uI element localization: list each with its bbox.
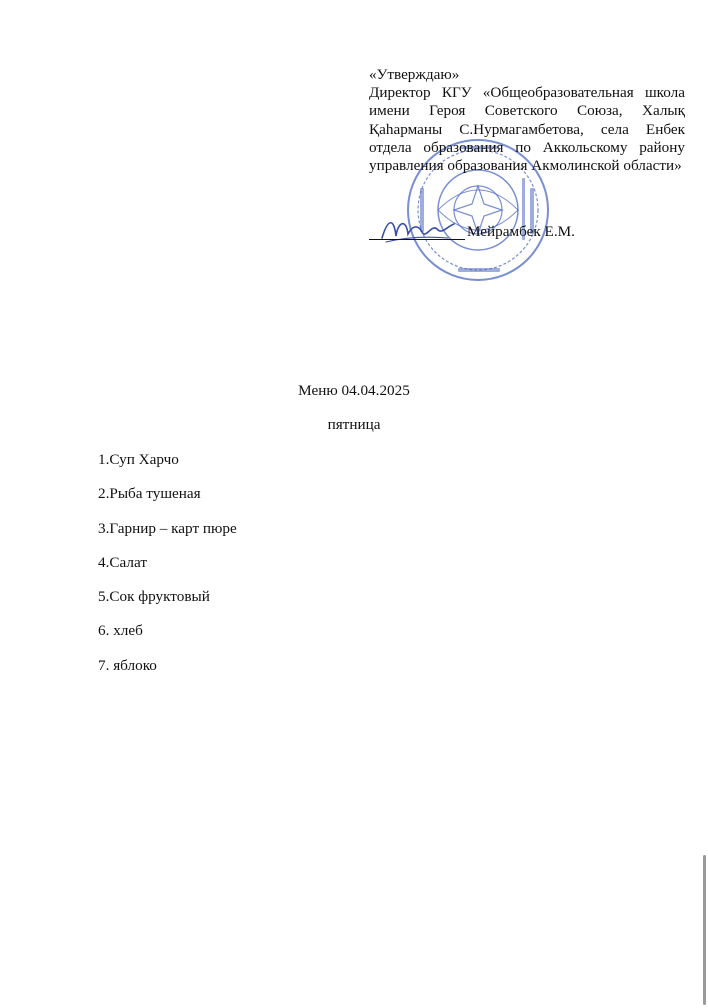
signatory-name: Мейрамбек Е.М. xyxy=(467,223,575,240)
menu-title: Меню 04.04.2025 xyxy=(298,382,410,399)
menu-item: 4.Салат xyxy=(98,553,147,571)
menu-item: 6. хлеб xyxy=(98,622,143,640)
menu-item: 2.Рыба тушеная xyxy=(98,485,201,503)
approval-text: Директор КГУ «Общеобразовательная школа имени Героя Советского Союза, Халық Қаһарманы С.Нурмагамбетова, села Енбек отдела образования по Аккольскому району управления образования Акмолинской области» xyxy=(369,84,685,175)
menu-item: 3.Гарнир – карт пюре xyxy=(98,519,237,537)
signature-row xyxy=(369,222,685,244)
menu-item: 1.Суп Харчо xyxy=(98,451,179,468)
approval-block xyxy=(369,66,685,175)
scrollbar[interactable] xyxy=(703,855,706,1005)
approval-heading: «Утверждаю» xyxy=(369,66,460,83)
menu-item: 7. яблоко xyxy=(98,656,157,674)
menu-list xyxy=(98,451,237,691)
menu-item: 5.Сок фруктовый xyxy=(98,588,210,606)
menu-day: пятница xyxy=(327,416,381,433)
signature-line xyxy=(369,239,465,240)
